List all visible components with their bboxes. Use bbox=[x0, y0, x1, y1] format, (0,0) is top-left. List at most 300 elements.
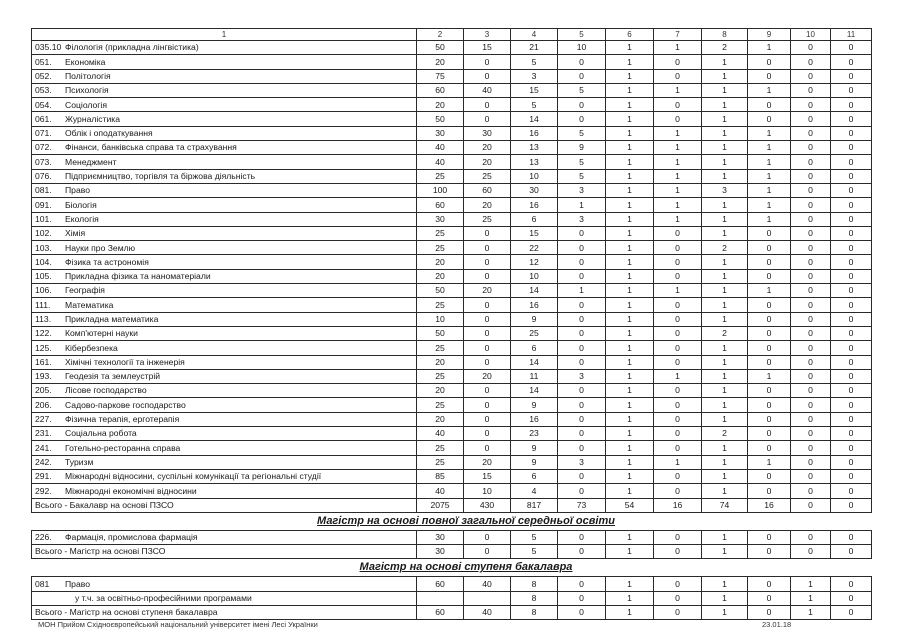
table-row bbox=[32, 98, 872, 112]
value-cell: 1 bbox=[606, 83, 654, 97]
value-cell: 0 bbox=[831, 241, 872, 255]
column-number-cell: 3 bbox=[464, 29, 511, 41]
specialty-cell bbox=[32, 412, 417, 426]
value-cell: 0 bbox=[791, 55, 831, 69]
value-cell: 1 bbox=[702, 530, 748, 544]
value-cell: 0 bbox=[748, 398, 791, 412]
value-cell: 0 bbox=[831, 284, 872, 298]
value-cell: 1 bbox=[702, 577, 748, 591]
value-cell: 1 bbox=[606, 98, 654, 112]
value-cell: 5 bbox=[558, 169, 606, 183]
specialty-cell bbox=[32, 545, 417, 559]
value-cell: 0 bbox=[791, 41, 831, 55]
value-cell: 2075 bbox=[417, 498, 464, 512]
value-cell: 0 bbox=[831, 155, 872, 169]
value-cell: 20 bbox=[464, 284, 511, 298]
specialty-cell bbox=[32, 341, 417, 355]
specialty-code: 081. bbox=[35, 185, 52, 196]
value-cell: 30 bbox=[464, 126, 511, 140]
value-cell: 1 bbox=[702, 341, 748, 355]
value-cell: 0 bbox=[791, 545, 831, 559]
value-cell: 1 bbox=[702, 212, 748, 226]
value-cell: 16 bbox=[511, 412, 558, 426]
value-cell: 0 bbox=[654, 269, 702, 283]
value-cell: 1 bbox=[748, 155, 791, 169]
value-cell: 0 bbox=[831, 341, 872, 355]
value-cell: 0 bbox=[654, 591, 702, 605]
value-cell: 1 bbox=[606, 141, 654, 155]
value-cell: 1 bbox=[654, 183, 702, 197]
value-cell: 73 bbox=[558, 498, 606, 512]
table-row bbox=[32, 69, 872, 83]
value-cell: 0 bbox=[558, 398, 606, 412]
specialty-cell bbox=[32, 484, 417, 498]
value-cell: 40 bbox=[464, 605, 511, 619]
value-cell: 60 bbox=[417, 605, 464, 619]
specialty-name: Журналістика bbox=[65, 113, 121, 124]
value-cell: 75 bbox=[417, 69, 464, 83]
value-cell: 1 bbox=[606, 605, 654, 619]
value-cell: 5 bbox=[511, 545, 558, 559]
value-cell: 60 bbox=[464, 183, 511, 197]
value-cell: 2 bbox=[702, 241, 748, 255]
specialty-name: Екологія bbox=[65, 213, 99, 224]
table-row bbox=[32, 112, 872, 126]
value-cell: 0 bbox=[791, 441, 831, 455]
table-row bbox=[32, 498, 872, 512]
specialty-cell bbox=[32, 169, 417, 183]
value-cell: 0 bbox=[831, 326, 872, 340]
specialty-code: 101. bbox=[35, 213, 52, 224]
value-cell: 20 bbox=[417, 255, 464, 269]
specialty-cell bbox=[32, 369, 417, 383]
value-cell: 0 bbox=[464, 112, 511, 126]
value-cell: 0 bbox=[831, 41, 872, 55]
value-cell: 1 bbox=[606, 326, 654, 340]
table-row bbox=[32, 284, 872, 298]
value-cell: 8 bbox=[511, 605, 558, 619]
value-cell: 1 bbox=[654, 83, 702, 97]
value-cell: 15 bbox=[464, 469, 511, 483]
table-row bbox=[32, 455, 872, 469]
value-cell: 1 bbox=[606, 41, 654, 55]
value-cell: 54 bbox=[606, 498, 654, 512]
value-cell: 2 bbox=[702, 326, 748, 340]
page-footer bbox=[38, 620, 868, 629]
value-cell: 0 bbox=[654, 384, 702, 398]
specialty-cell bbox=[32, 141, 417, 155]
value-cell: 0 bbox=[464, 412, 511, 426]
specialty-cell bbox=[32, 577, 417, 591]
value-cell: 23 bbox=[511, 427, 558, 441]
value-cell: 1 bbox=[606, 298, 654, 312]
value-cell: 0 bbox=[831, 141, 872, 155]
value-cell: 0 bbox=[748, 469, 791, 483]
value-cell: 9 bbox=[558, 141, 606, 155]
value-cell: 1 bbox=[606, 198, 654, 212]
value-cell: 21 bbox=[511, 41, 558, 55]
specialty-cell bbox=[32, 355, 417, 369]
value-cell: 0 bbox=[558, 326, 606, 340]
specialty-code: 102. bbox=[35, 228, 52, 239]
value-cell: 1 bbox=[748, 212, 791, 226]
value-cell: 0 bbox=[654, 255, 702, 269]
value-cell: 0 bbox=[831, 269, 872, 283]
value-cell: 25 bbox=[417, 226, 464, 240]
value-cell: 0 bbox=[791, 530, 831, 544]
value-cell: 0 bbox=[464, 441, 511, 455]
specialty-code: 122. bbox=[35, 328, 52, 339]
value-cell: 1 bbox=[748, 141, 791, 155]
value-cell: 20 bbox=[417, 384, 464, 398]
specialty-code: 226. bbox=[35, 532, 52, 543]
value-cell: 0 bbox=[558, 355, 606, 369]
value-cell: 1 bbox=[606, 369, 654, 383]
value-cell: 0 bbox=[748, 577, 791, 591]
value-cell: 0 bbox=[558, 269, 606, 283]
value-cell: 20 bbox=[417, 55, 464, 69]
value-cell: 0 bbox=[831, 83, 872, 97]
specialty-cell bbox=[32, 469, 417, 483]
value-cell: 0 bbox=[558, 412, 606, 426]
value-cell: 1 bbox=[558, 198, 606, 212]
specialty-name: Хімія bbox=[65, 228, 86, 239]
value-cell: 0 bbox=[831, 198, 872, 212]
value-cell: 10 bbox=[511, 269, 558, 283]
value-cell: 3 bbox=[702, 183, 748, 197]
value-cell: 0 bbox=[654, 441, 702, 455]
value-cell: 12 bbox=[511, 255, 558, 269]
table-row bbox=[32, 530, 872, 544]
value-cell: 1 bbox=[702, 312, 748, 326]
value-cell: 0 bbox=[748, 605, 791, 619]
value-cell: 16 bbox=[511, 298, 558, 312]
table-row bbox=[32, 226, 872, 240]
value-cell: 25 bbox=[417, 169, 464, 183]
value-cell: 14 bbox=[511, 384, 558, 398]
value-cell: 0 bbox=[748, 312, 791, 326]
value-cell: 1 bbox=[606, 455, 654, 469]
value-cell: 1 bbox=[606, 441, 654, 455]
table-row bbox=[32, 212, 872, 226]
specialty-code: 076. bbox=[35, 171, 52, 182]
value-cell: 0 bbox=[748, 545, 791, 559]
value-cell: 1 bbox=[702, 69, 748, 83]
value-cell: 0 bbox=[791, 155, 831, 169]
value-cell: 1 bbox=[606, 183, 654, 197]
value-cell: 0 bbox=[654, 577, 702, 591]
value-cell: 1 bbox=[702, 412, 748, 426]
value-cell: 0 bbox=[831, 183, 872, 197]
value-cell: 1 bbox=[606, 212, 654, 226]
table-row bbox=[32, 141, 872, 155]
table-row bbox=[32, 183, 872, 197]
value-cell: 0 bbox=[464, 312, 511, 326]
specialty-code: 241. bbox=[35, 442, 52, 453]
column-number-cell: 6 bbox=[606, 29, 654, 41]
value-cell: 0 bbox=[791, 198, 831, 212]
value-cell: 3 bbox=[558, 183, 606, 197]
specialty-name: Менеджмент bbox=[65, 156, 117, 167]
specialty-cell bbox=[32, 284, 417, 298]
specialty-cell bbox=[32, 441, 417, 455]
specialty-cell bbox=[32, 269, 417, 283]
column-number-cell: 10 bbox=[791, 29, 831, 41]
value-cell: 40 bbox=[464, 83, 511, 97]
value-cell: 0 bbox=[558, 312, 606, 326]
value-cell: 0 bbox=[748, 69, 791, 83]
specialty-cell bbox=[32, 427, 417, 441]
value-cell: 85 bbox=[417, 469, 464, 483]
value-cell: 0 bbox=[791, 69, 831, 83]
specialty-cell bbox=[32, 384, 417, 398]
column-number-cell: 5 bbox=[558, 29, 606, 41]
value-cell: 25 bbox=[417, 298, 464, 312]
table-row bbox=[32, 441, 872, 455]
specialty-cell bbox=[32, 591, 417, 605]
specialty-code: 091. bbox=[35, 199, 52, 210]
column-number-cell: 11 bbox=[831, 29, 872, 41]
specialty-name: Фізична терапія, ерготерапія bbox=[65, 414, 180, 425]
specialty-code: 161. bbox=[35, 356, 52, 367]
specialty-cell bbox=[32, 198, 417, 212]
table-row bbox=[32, 369, 872, 383]
value-cell: 60 bbox=[417, 83, 464, 97]
value-cell: 13 bbox=[511, 141, 558, 155]
value-cell: 0 bbox=[654, 312, 702, 326]
specialty-name: Фізика та астрономія bbox=[65, 256, 149, 267]
value-cell: 0 bbox=[558, 530, 606, 544]
value-cell: 0 bbox=[464, 298, 511, 312]
value-cell: 22 bbox=[511, 241, 558, 255]
value-cell: 1 bbox=[654, 212, 702, 226]
value-cell: 1 bbox=[606, 255, 654, 269]
specialty-code: 103. bbox=[35, 242, 52, 253]
value-cell: 0 bbox=[831, 398, 872, 412]
specialty-name: Геодезія та землеустрій bbox=[65, 371, 161, 382]
value-cell: 20 bbox=[417, 98, 464, 112]
value-cell: 1 bbox=[654, 141, 702, 155]
value-cell: 1 bbox=[748, 83, 791, 97]
master-bachelor-table bbox=[31, 576, 872, 620]
value-cell: 1 bbox=[558, 284, 606, 298]
value-cell: 100 bbox=[417, 183, 464, 197]
value-cell: 40 bbox=[417, 141, 464, 155]
value-cell: 0 bbox=[831, 312, 872, 326]
value-cell: 0 bbox=[831, 112, 872, 126]
value-cell: 60 bbox=[417, 198, 464, 212]
specialty-cell bbox=[32, 498, 417, 512]
value-cell: 0 bbox=[558, 577, 606, 591]
value-cell: 0 bbox=[748, 355, 791, 369]
value-cell: 1 bbox=[606, 312, 654, 326]
specialty-cell bbox=[32, 126, 417, 140]
value-cell: 0 bbox=[558, 98, 606, 112]
value-cell: 25 bbox=[417, 241, 464, 255]
value-cell: 11 bbox=[511, 369, 558, 383]
specialty-code: 104. bbox=[35, 256, 52, 267]
specialty-cell bbox=[32, 298, 417, 312]
value-cell: 9 bbox=[511, 312, 558, 326]
value-cell: 0 bbox=[464, 530, 511, 544]
value-cell: 0 bbox=[791, 112, 831, 126]
specialty-name: Економіка bbox=[65, 56, 106, 67]
value-cell: 0 bbox=[464, 69, 511, 83]
value-cell: 0 bbox=[558, 469, 606, 483]
value-cell: 1 bbox=[748, 198, 791, 212]
column-number-cell: 1 bbox=[32, 29, 417, 41]
value-cell: 0 bbox=[654, 326, 702, 340]
specialty-cell bbox=[32, 398, 417, 412]
specialty-code: 054. bbox=[35, 99, 52, 110]
value-cell: 50 bbox=[417, 326, 464, 340]
specialty-code: 242. bbox=[35, 456, 52, 467]
value-cell: 0 bbox=[791, 312, 831, 326]
value-cell: 0 bbox=[831, 441, 872, 455]
specialty-code: 052. bbox=[35, 70, 52, 81]
column-number-row bbox=[32, 29, 872, 41]
value-cell: 1 bbox=[748, 284, 791, 298]
value-cell: 0 bbox=[654, 398, 702, 412]
value-cell: 14 bbox=[511, 284, 558, 298]
table-row bbox=[32, 198, 872, 212]
value-cell: 25 bbox=[511, 326, 558, 340]
value-cell: 20 bbox=[464, 455, 511, 469]
specialty-code: 071. bbox=[35, 128, 52, 139]
table-row bbox=[32, 384, 872, 398]
value-cell: 0 bbox=[791, 398, 831, 412]
value-cell: 1 bbox=[606, 530, 654, 544]
value-cell: 16 bbox=[654, 498, 702, 512]
value-cell: 0 bbox=[791, 498, 831, 512]
specialty-name: Біологія bbox=[65, 199, 97, 210]
value-cell: 0 bbox=[831, 98, 872, 112]
specialty-name: Міжнародні відносини, суспільні комунікації та регіональні студії bbox=[65, 471, 322, 482]
value-cell: 10 bbox=[417, 312, 464, 326]
value-cell: 0 bbox=[654, 112, 702, 126]
value-cell: 430 bbox=[464, 498, 511, 512]
value-cell: 0 bbox=[831, 469, 872, 483]
value-cell: 0 bbox=[831, 226, 872, 240]
specialty-name: Хімічні технології та інженерія bbox=[65, 356, 185, 367]
table-row bbox=[32, 255, 872, 269]
value-cell: 0 bbox=[748, 269, 791, 283]
value-cell: 0 bbox=[464, 326, 511, 340]
value-cell: 30 bbox=[417, 530, 464, 544]
specialty-name: Підприємництво, торгівля та біржова діяльність bbox=[65, 171, 256, 182]
table-row bbox=[32, 326, 872, 340]
value-cell: 1 bbox=[606, 69, 654, 83]
value-cell: 0 bbox=[558, 484, 606, 498]
value-cell: 5 bbox=[511, 530, 558, 544]
specialty-name: Право bbox=[65, 185, 90, 196]
value-cell: 0 bbox=[558, 241, 606, 255]
value-cell: 0 bbox=[748, 441, 791, 455]
value-cell: 1 bbox=[702, 98, 748, 112]
value-cell: 1 bbox=[748, 41, 791, 55]
value-cell: 10 bbox=[558, 41, 606, 55]
value-cell: 6 bbox=[511, 341, 558, 355]
value-cell: 0 bbox=[654, 226, 702, 240]
value-cell: 0 bbox=[654, 412, 702, 426]
value-cell: 1 bbox=[654, 126, 702, 140]
specialty-name: Психологія bbox=[65, 85, 109, 96]
value-cell: 0 bbox=[558, 441, 606, 455]
value-cell: 0 bbox=[748, 484, 791, 498]
value-cell: 0 bbox=[791, 326, 831, 340]
table-row bbox=[32, 412, 872, 426]
specialty-cell bbox=[32, 530, 417, 544]
specialty-code: 051. bbox=[35, 56, 52, 67]
specialty-code: 053. bbox=[35, 85, 52, 96]
value-cell: 0 bbox=[558, 591, 606, 605]
specialty-name: Садово-паркове господарство bbox=[65, 399, 186, 410]
specialty-name: Міжнародні економічні відносини bbox=[65, 485, 197, 496]
value-cell: 1 bbox=[606, 384, 654, 398]
specialty-cell bbox=[32, 112, 417, 126]
specialty-name: Науки про Землю bbox=[65, 242, 136, 253]
value-cell: 1 bbox=[791, 577, 831, 591]
value-cell: 0 bbox=[791, 412, 831, 426]
value-cell: 0 bbox=[748, 412, 791, 426]
value-cell: 0 bbox=[558, 341, 606, 355]
specialty-code: 206. bbox=[35, 399, 52, 410]
value-cell: 5 bbox=[558, 126, 606, 140]
value-cell: 0 bbox=[791, 141, 831, 155]
specialty-name: Політологія bbox=[65, 70, 111, 81]
value-cell: 20 bbox=[464, 155, 511, 169]
value-cell: 1 bbox=[748, 169, 791, 183]
specialty-name: Прикладна математика bbox=[65, 313, 159, 324]
value-cell: 74 bbox=[702, 498, 748, 512]
value-cell: 0 bbox=[831, 355, 872, 369]
specialty-cell bbox=[32, 212, 417, 226]
specialty-name: Соціальна робота bbox=[65, 428, 137, 439]
value-cell: 0 bbox=[464, 255, 511, 269]
value-cell: 1 bbox=[606, 427, 654, 441]
specialty-name: Готельно-ресторанна справа bbox=[65, 442, 181, 453]
value-cell: 1 bbox=[606, 269, 654, 283]
value-cell: 0 bbox=[464, 384, 511, 398]
value-cell: 0 bbox=[791, 384, 831, 398]
specialty-cell bbox=[32, 241, 417, 255]
value-cell: 20 bbox=[417, 412, 464, 426]
value-cell: 0 bbox=[791, 484, 831, 498]
value-cell: 0 bbox=[791, 341, 831, 355]
specialty-name: у т.ч. за освітньо-професійними програмами bbox=[75, 593, 252, 604]
value-cell: 1 bbox=[748, 455, 791, 469]
value-cell: 1 bbox=[748, 183, 791, 197]
value-cell: 0 bbox=[831, 255, 872, 269]
specialty-cell bbox=[32, 326, 417, 340]
value-cell: 1 bbox=[606, 112, 654, 126]
specialty-code: 035.10 bbox=[35, 42, 62, 53]
value-cell: 25 bbox=[417, 369, 464, 383]
value-cell: 1 bbox=[606, 577, 654, 591]
specialty-code: 292. bbox=[35, 485, 52, 496]
table-row bbox=[32, 545, 872, 559]
value-cell: 0 bbox=[748, 427, 791, 441]
value-cell: 30 bbox=[417, 545, 464, 559]
value-cell: 0 bbox=[831, 384, 872, 398]
value-cell: 16 bbox=[511, 126, 558, 140]
value-cell: 25 bbox=[417, 398, 464, 412]
value-cell: 0 bbox=[791, 427, 831, 441]
value-cell: 1 bbox=[606, 398, 654, 412]
specialty-name: Математика bbox=[65, 299, 114, 310]
value-cell: 10 bbox=[511, 169, 558, 183]
specialty-code: 072. bbox=[35, 142, 52, 153]
